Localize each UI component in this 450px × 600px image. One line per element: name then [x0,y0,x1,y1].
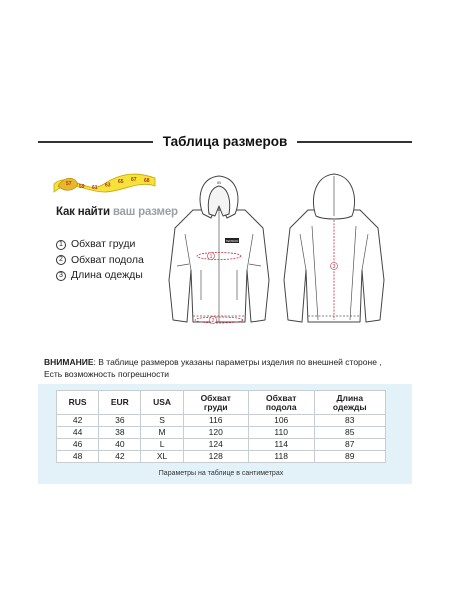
table-cell: 38 [99,427,141,439]
warning-note [44,357,424,380]
measuring-tape-icon [52,166,157,198]
table-cell: 42 [99,451,141,463]
page-title: Таблица размеров [153,132,298,152]
warning-text-line2: Есть возможность погрешности [44,368,169,379]
table-cell: 42 [57,415,99,427]
warning-label: ВНИМАНИЕ [44,357,94,367]
table-row [57,415,386,427]
tape-number: 61 [92,184,98,191]
tape-number: 65 [118,179,124,186]
table-cell: 87 [314,439,385,451]
tape-number: 59 [79,184,85,191]
hem-marker: 2 [211,318,215,324]
table-cell: 124 [183,439,248,451]
tape-number: 63 [105,182,111,189]
header-eur: EUR [99,391,141,415]
table-cell: 106 [248,415,314,427]
table-cell: 46 [57,439,99,451]
howto-part1: Как найти [56,206,110,218]
table-row [57,427,386,439]
jacket-front-diagram [163,170,275,332]
table-footnote: Параметры на таблице в сантиметрах [158,470,284,477]
table-cell: 110 [248,427,314,439]
howto-part2: ваш размер [112,206,178,218]
header-chest: Обхват груди [183,391,248,415]
table-cell: 128 [183,451,248,463]
legend-item [56,237,144,253]
measurement-legend [56,237,144,284]
hood-tag: IB [217,180,221,185]
title-container [0,132,450,152]
table-row [57,451,386,463]
table-cell: L [141,439,183,451]
how-to-find-size-heading [56,206,178,218]
tape-number: 68 [144,177,150,184]
table-cell: 120 [183,427,248,439]
legend-label: Обхват груди [71,238,136,250]
table-cell: S [141,415,183,427]
table-cell: 44 [57,427,99,439]
table-cell: 116 [183,415,248,427]
legend-number: 2 [56,255,66,265]
header-length: Длина одежды [314,391,385,415]
table-cell: 114 [248,439,314,451]
legend-item [56,268,144,284]
table-cell: 40 [99,439,141,451]
front-logo: TENSION [225,239,239,243]
header-rus: RUS [57,391,99,415]
table-header-row [57,391,386,415]
header-usa: USA [141,391,183,415]
table-cell: 118 [248,451,314,463]
table-cell: 89 [314,451,385,463]
length-marker: 3 [332,264,336,270]
legend-label: Длина одежды [71,269,143,281]
legend-number: 1 [56,240,66,250]
size-table [56,390,386,463]
table-row [57,439,386,451]
warning-text: : В таблице размеров указаны параметры изделия по внешней стороне , [93,357,382,367]
tape-number: 57 [66,181,72,187]
chest-marker: 1 [209,254,213,260]
table-cell: 85 [314,427,385,439]
table-cell: 83 [314,415,385,427]
header-hem: Обхват подола [248,391,314,415]
table-cell: 36 [99,415,141,427]
tape-number: 67 [131,177,137,184]
table-cell: 48 [57,451,99,463]
legend-label: Обхват подола [71,253,144,266]
table-cell: M [141,427,183,439]
table-cell: XL [141,451,183,463]
legend-item [56,253,144,269]
jacket-back-diagram [278,170,390,332]
legend-number: 3 [56,271,66,281]
